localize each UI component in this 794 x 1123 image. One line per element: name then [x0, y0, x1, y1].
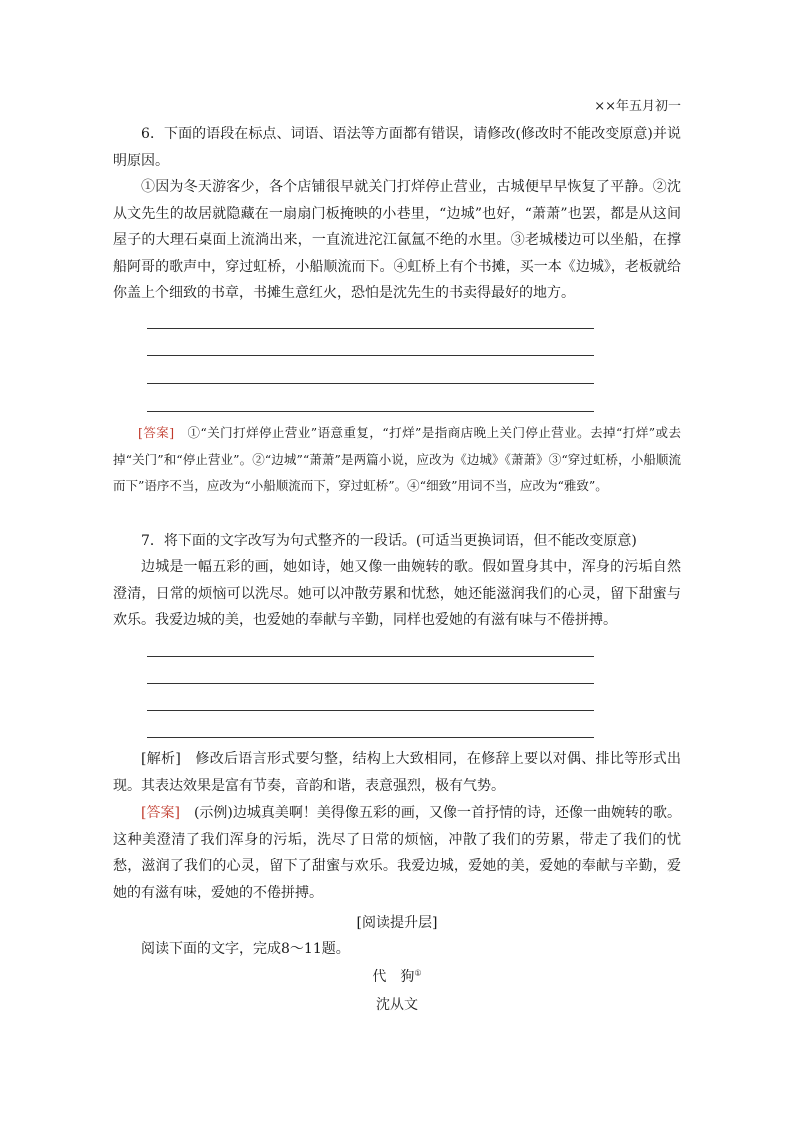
q7-analysis-text: 修改后语言形式要匀整，结构上大致相同，在修辞上要以对偶、排比等形式出现。其表达效果是富有节奏，音韵和谐，表意强烈，极有气势。: [113, 751, 682, 794]
answer-line: [147, 355, 594, 356]
q7-answer: [113, 800, 681, 906]
analysis-tag: [解析]: [141, 751, 181, 767]
answer-tag: [答案]: [141, 805, 180, 821]
answer-line: [147, 411, 594, 412]
q6-answer-text: ①“关门打烊停止营业”语意重复，“打烊”是指商店晚上关门停止营业。去掉“打烊”或去掉“关门”和“停止营业”。②“边城”“萧萧”是两篇小说，应改为《边城》《萧萧》③“穿过虹桥，小船顺流而下”语序不当，应改为“小船顺流而下，穿过虹桥”。④“细致”用词不当，应改为“雅致”。: [113, 425, 681, 493]
dateline: ××年五月初一: [594, 99, 681, 114]
section-title: [阅读提升层]: [356, 915, 438, 931]
answer-line: [147, 383, 594, 384]
article-title: [0, 966, 794, 986]
q6-prompt: 6．下面的语段在标点、词语、语法等方面都有错误，请修改(修改时不能改变原意)并说明原因。: [113, 126, 681, 169]
reading-instruction: 阅读下面的文字，完成8～11题。: [141, 941, 350, 957]
q7-answer-text: (示例)边城真美啊！美得像五彩的画，又像一首抒情的诗，还像一曲婉转的歌。这种美澄清了我们浑身的污垢，洗尽了日常的烦恼，冲散了我们的劳累，带走了我们的忧愁，滋润了我们的心灵，留下了甜蜜与欢乐。我爱边城，爱她的美，爱她的奉献与辛勤，爱她的有滋有味，爱她的不倦拼搏。: [113, 805, 681, 901]
footnote-mark: ①: [414, 968, 422, 978]
answer-line: [147, 710, 594, 711]
answer-line: [147, 683, 594, 684]
answer-line: [147, 656, 594, 657]
q7-analysis: [113, 746, 681, 799]
q6-passage: ①因为冬天游客少，各个店铺很早就关门打烊停止营业，古城便早早恢复了平静。②沈从文先生的故居就隐藏在一扇扇门板掩映的小巷里，“边城”也好，“萧萧”也罢，都是从这间屋子的大理石桌面上流淌出来，一直流进沱江氤氲不绝的水里。③老城楼边可以坐船，在撑船阿哥的歌声中，穿过虹桥，小船顺流而下。④虹桥上有个书摊，买一本《边城》，老板就给你盖上个细致的书章，书摊生意红火，恐怕是沈先生的书卖得最好的地方。: [113, 179, 681, 301]
article-title-text: 代 狗: [372, 969, 415, 985]
article-author: 沈从文: [376, 997, 418, 1013]
answer-tag: [答案]: [138, 425, 175, 440]
answer-line: [147, 737, 594, 738]
q6-answer: [113, 420, 681, 500]
q7-prompt: 7．将下面的文字改写为句式整齐的一段话。(可适当更换词语，但不能改变原意): [141, 533, 637, 549]
answer-line: [147, 328, 594, 329]
q7-passage: 边城是一幅五彩的画，她如诗，她又像一曲婉转的歌。假如置身其中，浑身的污垢自然澄清，日常的烦恼可以洗尽。她可以冲散劳累和忧愁，她还能滋润我们的心灵，留下甜蜜与欢乐。我爱边城的美，也爱她的奉献与辛勤，同样也爱她的有滋有味与不倦拼搏。: [113, 559, 681, 628]
